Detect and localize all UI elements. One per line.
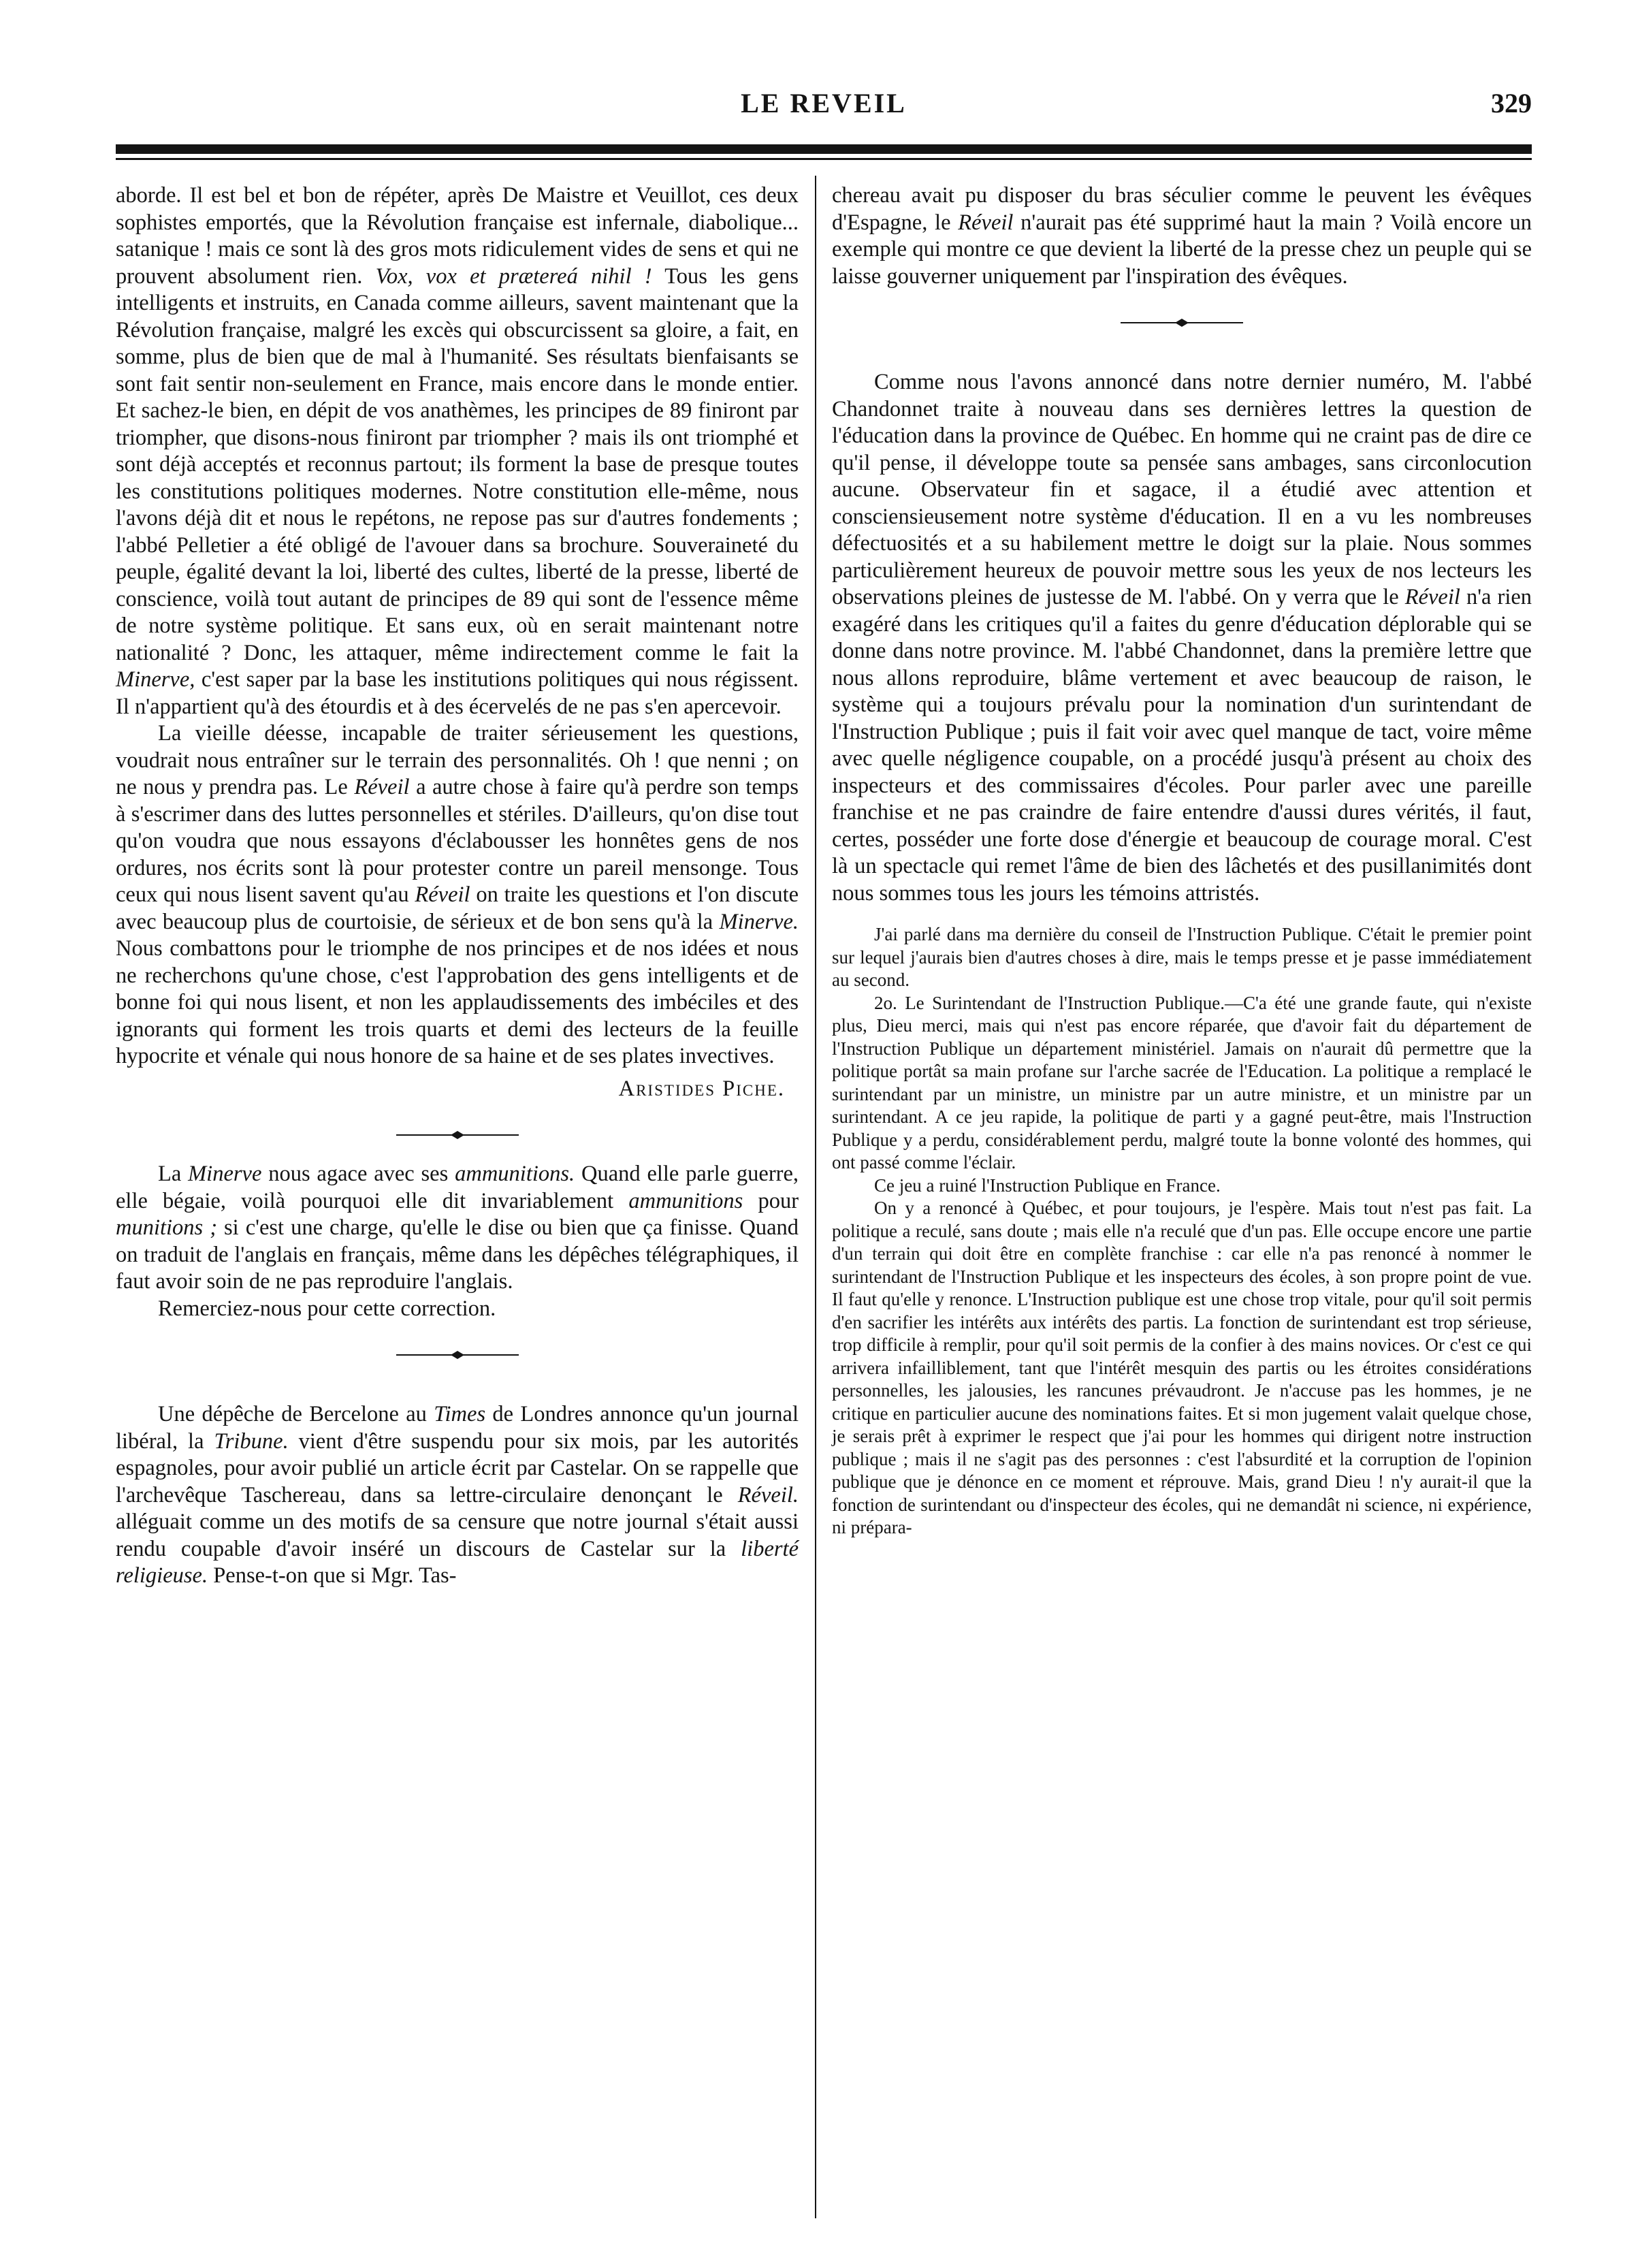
article-paragraph: aborde. Il est bel et bon de répéter, après De Maistre et Veuillot, ces deux sophistes emportés, que la Révolution française est infernale, diabolique... satanique ! mais ce sont là des gros mots ridiculement vides de sens et qui ne prouvent absolument rien. Vox, vox et prætereá nihil ! Tous les gens intelligents et instruits, en Canada comme ailleurs, savent maintenant que la Révolution française, malgré les excès qui obscurcissent sa gloire, a fait, en somme, plus de bien que de mal à l'humanité. Ses résultats bienfaisants se sont fait sentir non-seulement en France, mais encore dans le monde entier. Et sachez-le bien, en dépit de vos anathèmes, les principes de 89 finiront par triompher, que disons-nous finiront par triompher ? mais ils ont triomphé et sont déjà acceptés et reconnus partout; ils forment la base de presque toutes les constitutions politiques modernes. Notre constitution elle-même, nous l'avons déjà dit et nous le repétons, ne repose pas sur d'autres fondements ; l'abbé Pelletier a été obligé de l'avouer dans sa brochure. Souveraineté du peuple, égalité devant la loi, liberté des cultes, liberté de la presse, liberté de conscience, voilà tout autant de principes de 89 qui sont de l'essence même de notre système politique. Et sans eux, où en serait maintenant notre nationalité ? Donc, les attaquer, même indirectement comme le fait la Minerve, c'est saper par la base les institutions politiques qui nous régissent. Il n'appartient qu'à des étourdis et à des écervelés de ne pas s'en apercevoir. bbox=[116, 183, 799, 719]
section-ornament bbox=[389, 1130, 526, 1140]
newspaper-name: Minerve. bbox=[719, 909, 799, 934]
article-paragraph: Remerciez-nous pour cette correction. bbox=[158, 1296, 496, 1321]
latin-phrase: Vox, vox et prætereá nihil ! bbox=[375, 263, 652, 289]
header-rule-thin bbox=[116, 158, 1532, 160]
newspaper-name: Réveil. bbox=[737, 1482, 799, 1507]
page-number: 329 bbox=[1491, 88, 1532, 118]
section-ornament bbox=[389, 1349, 526, 1360]
article-paragraph: La Minerve nous agace avec ses ammunitions. Quand elle parle guerre, elle bégaie, voilà pourquoi elle dit invariablement ammunitions pour munitions ; si c'est une charge, qu'elle le dise ou bien que ça finisse. Quand on traduit de l'anglais en français, même dans les dépêches télégraphiques, il faut avoir soin de ne pas reproduire l'anglais. bbox=[116, 1162, 799, 1294]
newspaper-name: Minerve bbox=[188, 1162, 262, 1186]
quoted-letter bbox=[832, 923, 1532, 1539]
newspaper-name: Tribune. bbox=[214, 1428, 289, 1454]
newspaper-name: Réveil bbox=[415, 882, 470, 907]
section-ornament bbox=[1114, 317, 1250, 328]
quoted-paragraph: J'ai parlé dans ma dernière du conseil de l'Instruction Publique. C'était le premier point sur lequel j'aurais bien d'autres choses à dire, mais le temps presse et je passe immédiatement au second. bbox=[832, 924, 1532, 990]
article-paragraph: Une dépêche de Bercelone au Times de Londres annonce qu'un journal libéral, la Tribune. vient d'être suspendu pour six mois, par les autorités espagnoles, pour avoir publié un article écrit par Castelar. On se rappelle que l'archevêque Taschereau, dans sa lettre-circulaire denonçant le Réveil. alléguait comme un des motifs de sa censure que notre journal s'était aussi rendu coupable d'avoir inséré un discours de Castelar sur la liberté religieuse. Pense-t-on que si Mgr. Tas- bbox=[116, 1402, 799, 1588]
newspaper-name: Réveil bbox=[958, 210, 1014, 235]
quoted-paragraph: On y a renoncé à Québec, et pour toujours, je l'espère. Mais tout n'est pas fait. La politique a reculé, sans doute ; mais elle n'a reculé que d'un pas. Elle occupe encore une partie d'un terrain qui doit être en complète franchise : car elle n'a pas renoncé à nommer le surintendant de l'Instruction Publique et les inspecteurs des écoles, à son propre point de vue. Il faut qu'elle y renonce. L'Instruction publique est une chose trop vitale, pour qu'il soit permis d'en sacrifier les intérêts aux intérêts des partis. La fonction de surintendant est trop sérieuse, trop difficile à remplir, pour qu'il soit permis de la confier à des mains novices. Or c'est ce qui arrivera infailliblement, tant que l'intérêt mesquin des partis ou les étroites considérations personnelles, les jalousies, les rancunes prévaudront. Je n'accuse pas les hommes, je ne critique en particulier aucune des nominations faites. Et si mon jugement valait quelque chose, je serais prêt à exprimer le respect que j'ai pour les hommes qui dirigent notre instruction publique ; mais il ne s'agit pas des personnes : c'est l'absurdité et la corruption de l'opinion publique que je dénonce en ce moment et réprouve. Mais, grand Dieu ! n'y aurait-il que la fonction de surintendant ou d'inspecteur des écoles, qui ne demandât ni science, ni expérience, ni prépara- bbox=[832, 1198, 1532, 1537]
header-rule-thick bbox=[116, 144, 1532, 154]
newspaper-name: Réveil bbox=[1404, 585, 1460, 609]
newspaper-name: Times bbox=[434, 1402, 486, 1426]
author-signature: Aristides Piche. bbox=[618, 1076, 785, 1101]
article-paragraph: chereau avait pu disposer du bras séculier comme le peuvent les évêques d'Espagne, le Réveil n'aurait pas été supprimé haut la main ? Voilà encore un exemple qui montre ce que devient la liberté de la presse chez un peuple qui se laisse gouverner uniquement par l'inspiration des évêques. bbox=[832, 183, 1532, 289]
newspaper-name: Minerve, bbox=[116, 667, 195, 692]
running-title: LE REVEIL bbox=[741, 88, 907, 118]
page-header bbox=[116, 87, 1532, 135]
left-column bbox=[116, 182, 799, 1590]
quoted-paragraph: 2o. Le Surintendant de l'Instruction Publique.—C'a été une grande faute, qui n'existe plus, Dieu merci, mais qui n'est pas encore réparée, que d'avoir fait du département de l'Instruction Publique un département ministériel. Jamais on n'aurait dû permettre que la politique portât sa main profane sur l'arche sacrée de l'Education. La politique a remplacé le surintendant par un ministre, un ministre par un autre ministre, et un ministre par un surintendant. A ce jeu rapide, la politique de parti y a gagné peut-être, mais l'Instruction Publique y a perdu, considérablement perdu, malgré toute la bonne volonté des hommes, qui ont passé comme l'éclair. bbox=[832, 992, 1532, 1172]
right-column bbox=[832, 182, 1532, 1539]
quoted-paragraph: Ce jeu a ruiné l'Instruction Publique en France. bbox=[874, 1175, 1221, 1196]
article-paragraph: Comme nous l'avons annoncé dans notre dernier numéro, M. l'abbé Chandonnet traite à nouveau dans ses dernières lettres la question de l'éducation dans la province de Québec. En homme qui ne craint pas de dire ce qu'il pense, il développe toute sa pensée sans ambages, sans circonlocution aucune. Observateur fin et sagace, il a étudié avec attention et consciensieusement notre système d'éducation. Il en a vu les nombreuses défectuosités et a su habilement mettre le doigt sur la plaie. Nous sommes particulièrement heureux de pouvoir mettre sous les yeux de nos lecteurs les observations pleines de justesse de M. l'abbé. On y verra que le Réveil n'a rien exagéré dans les critiques qu'il a faites du genre d'éducation déplorable qui se donne dans notre province. M. l'abbé Chandonnet, dans la première lettre que nous allons reproduire, blâme vertement et avec beaucoup de raison, le système qui a toujours prévalu pour la nomination d'un surintendant de l'Instruction Publique ; puis il fait voir avec quel manque de tact, voire même avec quelle négligence coupable, on a procédé jusqu'à présent au choix des inspecteurs et des commissaires d'écoles. Pour parler avec une pareille franchise et ne pas craindre de faire entendre d'aussi dures vérités, il faut, certes, posséder une forte dose d'énergie et beaucoup de courage moral. C'est là un spectacle qui remet l'âme de bien des lâchetés et des pusillanimités dont nous sommes tous les jours les témoins attristés. bbox=[832, 370, 1532, 906]
article-paragraph: La vieille déesse, incapable de traiter sérieusement les questions, voudrait nous entraîner sur le terrain des personnalités. Oh ! que nenni ; on ne nous y prendra pas. Le Réveil a autre chose à faire qu'à perdre son temps à s'escrimer dans des luttes personnelles et stériles. D'ailleurs, qu'on dise tout qu'on voudra que nous essayons d'éclabousser les honnêtes gens de nos ordures, nos écrits sont là pour protester contre un pareil mensonge. Tous ceux qui nous lisent savent qu'au Réveil on traite les questions et l'on discute avec beaucoup plus de courtoisie, de sérieux et de bon sens qu'à la Minerve. Nous combattons pour le triomphe de nos principes et de nos idées et nous ne recherchons qu'une chose, c'est l'approbation des gens intelligents et de bonne foi qui nous lisent, et non les applaudissements des imbéciles et des ignorants qui forment les trois quarts et demi des lecteurs de la feuille hypocrite et vénale qui nous honore de sa haine et de ses plates invectives. bbox=[116, 721, 799, 1068]
column-divider bbox=[815, 176, 816, 2218]
newspaper-name: Réveil bbox=[354, 775, 410, 799]
